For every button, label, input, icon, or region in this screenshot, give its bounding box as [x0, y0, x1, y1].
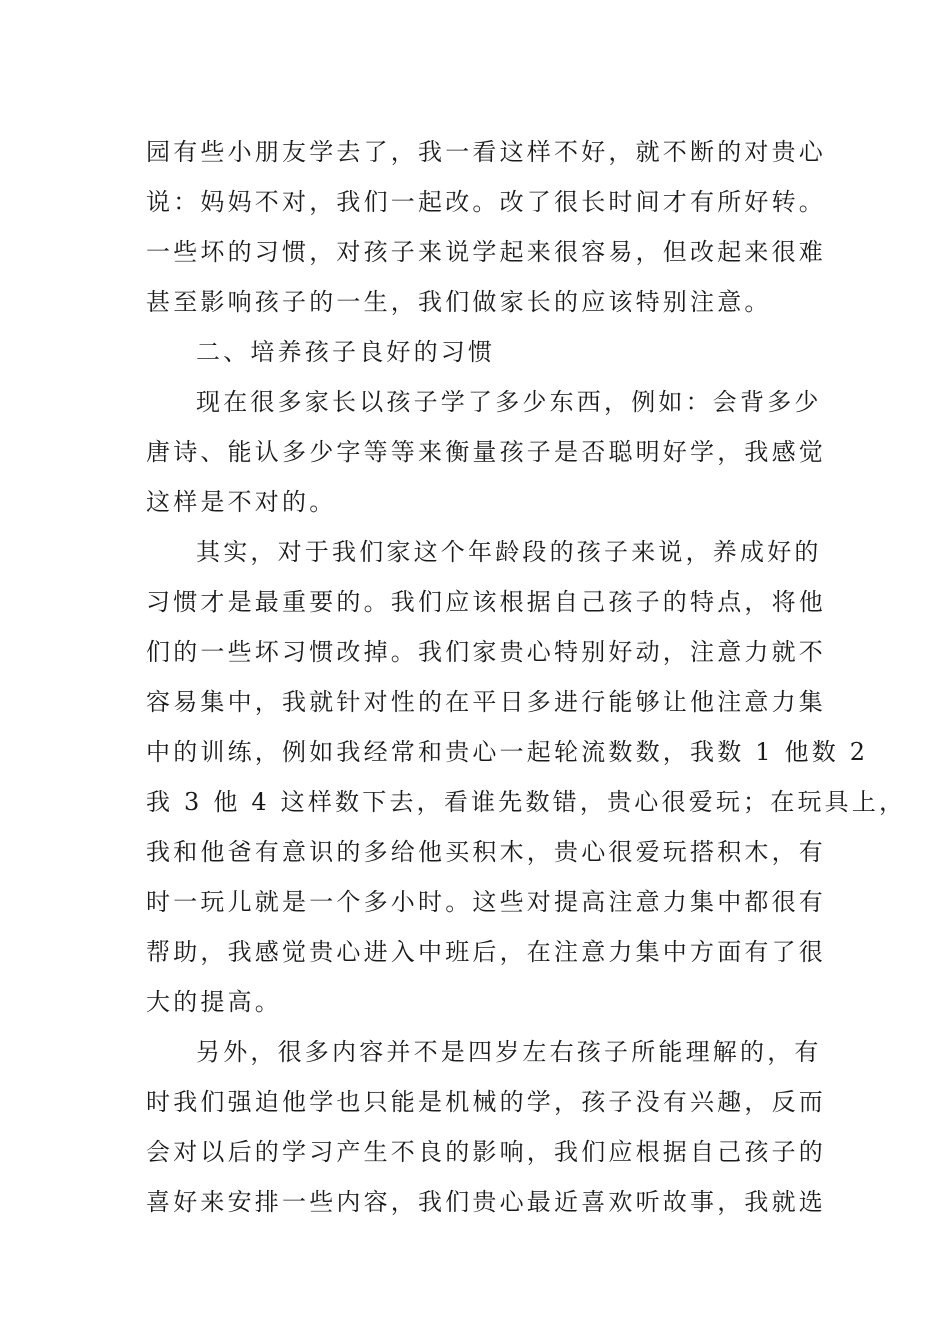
text-line: 一些坏的习惯，对孩子来说学起来很容易，但改起来很难 — [146, 238, 826, 266]
paragraph-start: 另外，很多内容并不是四岁左右孩子所能理解的，有 — [196, 1038, 822, 1066]
text-line: 园有些小朋友学去了，我一看这样不好，就不断的对贵心 — [146, 138, 826, 166]
paragraph-start: 其实，对于我们家这个年龄段的孩子来说，养成好的 — [196, 538, 822, 566]
text-line: 唐诗、能认多少字等等来衡量孩子是否聪明好学，我感觉 — [146, 438, 826, 466]
text-line: 大的提高。 — [146, 988, 282, 1016]
text-line: 说：妈妈不对，我们一起改。改了很长时间才有所好转。 — [146, 188, 826, 216]
text-line: 这样是不对的。 — [146, 488, 337, 516]
text-line: 们的一些坏习惯改掉。我们家贵心特别好动，注意力就不 — [146, 638, 826, 666]
text-line: 习惯才是最重要的。我们应该根据自己孩子的特点，将他 — [146, 588, 826, 616]
text-line: 时我们强迫他学也只能是机械的学，孩子没有兴趣，反而 — [146, 1088, 826, 1116]
text-line: 喜好来安排一些内容，我们贵心最近喜欢听故事，我就选 — [146, 1188, 826, 1216]
text-line: 中的训练，例如我经常和贵心一起轮流数数，我数 1 他数 2 — [146, 738, 869, 766]
text-line: 我和他爸有意识的多给他买积木，贵心很爱玩搭积木，有 — [146, 838, 826, 866]
paragraph-start: 现在很多家长以孩子学了多少东西，例如：会背多少 — [196, 388, 822, 416]
text-line: 甚至影响孩子的一生，我们做家长的应该特别注意。 — [146, 288, 772, 316]
text-line: 容易集中，我就针对性的在平日多进行能够让他注意力集 — [146, 688, 826, 716]
text-line: 时一玩儿就是一个多小时。这些对提高注意力集中都很有 — [146, 888, 826, 916]
section-heading: 二、培养孩子良好的习惯 — [196, 338, 496, 366]
text-line: 我 3 他 4 这样数下去，看谁先数错，贵心很爱玩；在玩具上， — [146, 788, 907, 816]
text-line: 帮助，我感觉贵心进入中班后，在注意力集中方面有了很 — [146, 938, 826, 966]
text-line: 会对以后的学习产生不良的影响，我们应根据自己孩子的 — [146, 1138, 826, 1166]
